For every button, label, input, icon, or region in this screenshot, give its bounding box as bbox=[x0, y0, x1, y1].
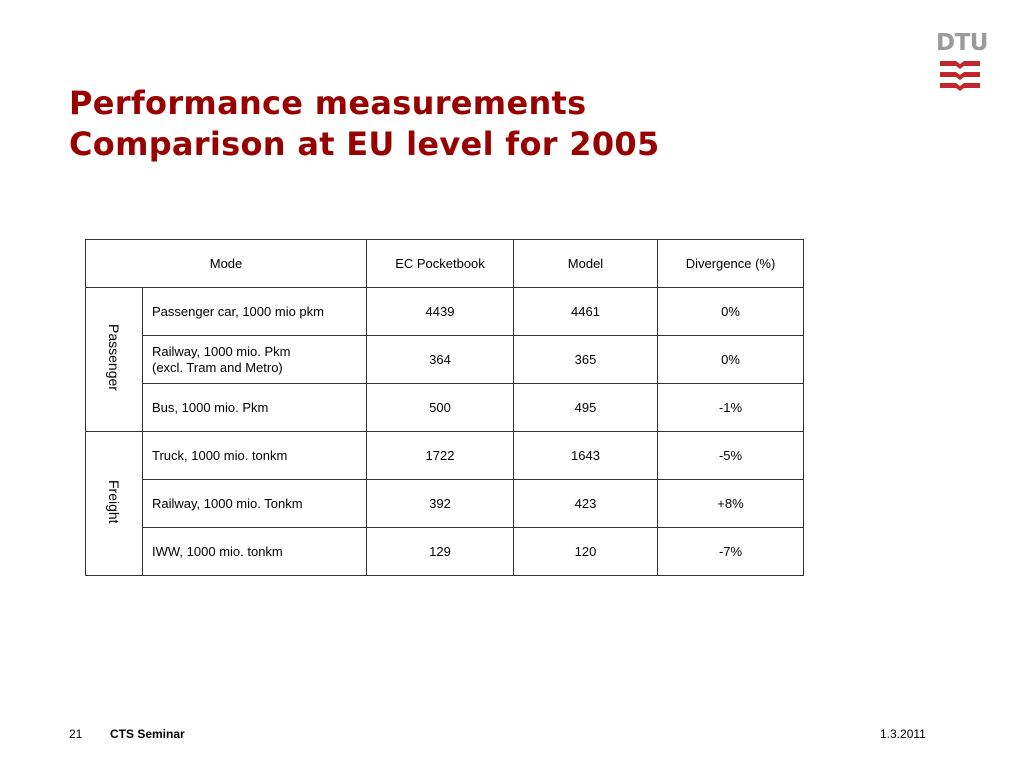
performance-table bbox=[85, 239, 804, 576]
cell-divergence: -7% bbox=[658, 528, 804, 576]
group-freight bbox=[86, 432, 143, 576]
cell-divergence: 0% bbox=[658, 288, 804, 336]
group-label-freight: Freight bbox=[106, 479, 122, 524]
cell-model: 495 bbox=[514, 384, 658, 432]
cell-divergence: -5% bbox=[658, 432, 804, 480]
cell-ec: 129 bbox=[367, 528, 514, 576]
slide-title bbox=[69, 83, 660, 165]
row-desc-line-2: (excl. Tram and Metro) bbox=[152, 359, 283, 375]
dtu-logo bbox=[936, 30, 988, 94]
row-desc-line: Railway, 1000 mio. Tonkm bbox=[152, 495, 303, 511]
table-row bbox=[86, 384, 804, 432]
title-line-2: Comparison at EU level for 2005 bbox=[69, 125, 660, 163]
row-desc-line: Truck, 1000 mio. tonkm bbox=[152, 447, 288, 463]
dtu-waves-icon bbox=[938, 59, 982, 93]
cell-model: 365 bbox=[514, 336, 658, 384]
row-desc-line: Railway, 1000 mio. Pkm bbox=[152, 343, 291, 359]
row-description bbox=[143, 288, 367, 336]
row-description bbox=[143, 480, 367, 528]
group-label-passenger: Passenger bbox=[106, 324, 122, 391]
table-row bbox=[86, 336, 804, 384]
row-desc-line: Passenger car, 1000 mio pkm bbox=[152, 303, 324, 319]
cell-model: 423 bbox=[514, 480, 658, 528]
cell-model: 1643 bbox=[514, 432, 658, 480]
cell-ec: 1722 bbox=[367, 432, 514, 480]
row-description bbox=[143, 528, 367, 576]
header-ec-pocketbook: EC Pocketbook bbox=[367, 240, 514, 288]
row-description bbox=[143, 336, 367, 384]
cell-model: 120 bbox=[514, 528, 658, 576]
group-passenger bbox=[86, 288, 143, 432]
table-header-row bbox=[86, 240, 804, 288]
table-row bbox=[86, 432, 804, 480]
table-row bbox=[86, 480, 804, 528]
cell-divergence: 0% bbox=[658, 336, 804, 384]
table-row bbox=[86, 288, 804, 336]
seminar-name: CTS Seminar bbox=[110, 727, 185, 741]
header-divergence: Divergence (%) bbox=[658, 240, 804, 288]
table-row bbox=[86, 528, 804, 576]
cell-divergence: -1% bbox=[658, 384, 804, 432]
cell-ec: 392 bbox=[367, 480, 514, 528]
title-line-1: Performance measurements bbox=[69, 84, 587, 122]
row-desc-line: Bus, 1000 mio. Pkm bbox=[152, 399, 269, 415]
cell-model: 4461 bbox=[514, 288, 658, 336]
header-mode: Mode bbox=[86, 240, 367, 288]
cell-ec: 4439 bbox=[367, 288, 514, 336]
row-desc-line: IWW, 1000 mio. tonkm bbox=[152, 543, 283, 559]
header-model: Model bbox=[514, 240, 658, 288]
dtu-logo-text: DTU bbox=[936, 30, 988, 56]
row-description bbox=[143, 384, 367, 432]
cell-ec: 500 bbox=[367, 384, 514, 432]
page-number: 21 bbox=[69, 727, 83, 741]
footer-date: 1.3.2011 bbox=[880, 727, 926, 741]
cell-ec: 364 bbox=[367, 336, 514, 384]
row-description bbox=[143, 432, 367, 480]
cell-divergence: +8% bbox=[658, 480, 804, 528]
